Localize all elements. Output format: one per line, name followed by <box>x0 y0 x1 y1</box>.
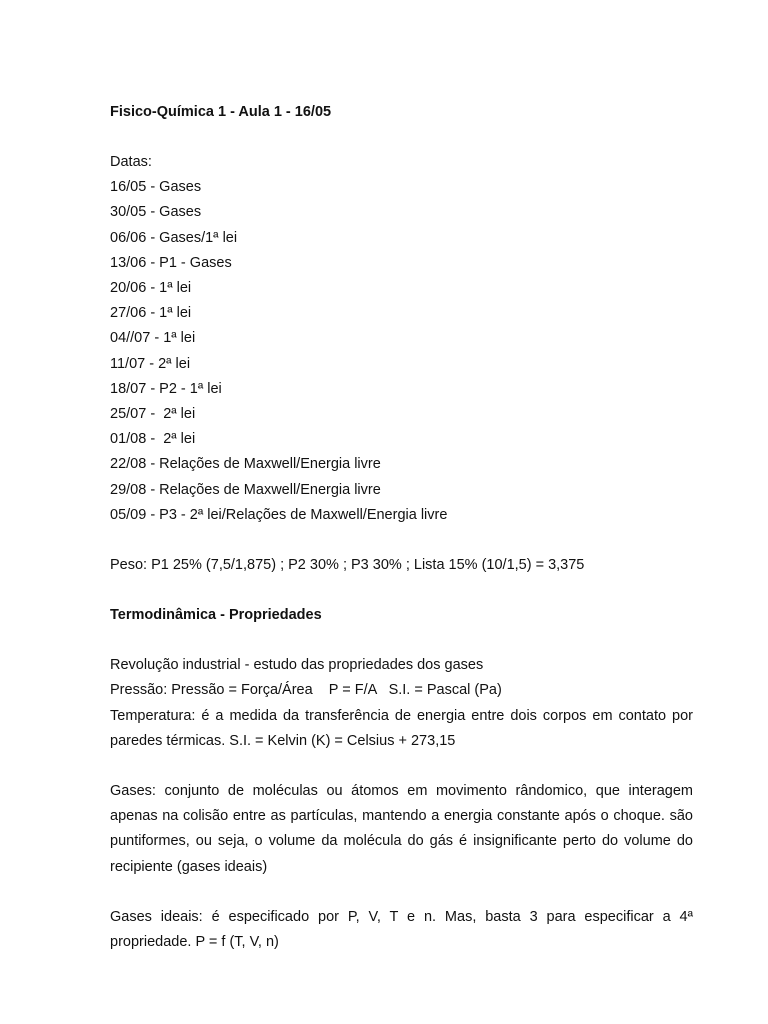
date-item: 29/08 - Relações de Maxwell/Energia livre <box>110 481 381 498</box>
date-item: 20/06 - 1ª lei <box>110 280 192 297</box>
spacer <box>110 125 693 150</box>
ideal-gases-paragraph: Gases ideais: é especificado por P, V, T e n. Mas, basta 3 para especificar a 4ª propriedade. P = f (T, V, n) <box>110 908 693 951</box>
date-item: 01/08 - 2ª lei <box>110 431 196 448</box>
dates-label: Datas: <box>110 154 152 170</box>
date-item: 13/06 - P1 - Gases <box>110 254 232 271</box>
date-item: 11/07 - 2ª lei <box>110 355 191 372</box>
spacer <box>110 628 693 653</box>
date-item: 30/05 - Gases <box>110 204 202 221</box>
spacer <box>110 754 693 779</box>
document-title: Fisico-Química 1 - Aula 1 - 16/05 <box>110 104 332 120</box>
date-item: 06/06 - Gases/1ª lei <box>110 229 238 246</box>
date-item: 22/08 - Relações de Maxwell/Energia livre <box>110 456 381 473</box>
grade-weights: Peso: P1 25% (7,5/1,875) ; P2 30% ; P3 30% ; Lista 15% (10/1,5) = 3,375 <box>110 557 585 574</box>
spacer <box>110 528 693 553</box>
date-item: 25/07 - 2ª lei <box>110 406 196 423</box>
industrial-revolution-line: Revolução industrial - estudo das propriedades dos gases <box>110 657 484 674</box>
date-item: 04//07 - 1ª lei <box>110 330 196 347</box>
date-item: 18/07 - P2 - 1ª lei <box>110 380 222 397</box>
date-item: 16/05 - Gases <box>110 179 202 196</box>
gases-paragraph: Gases: conjunto de moléculas ou átomos em movimento rândomico, que interagem apenas na colisão entre as partículas, mantendo a energia constante após o choque. são puntiformes, ou seja, o volume da molécula do gás é insignificante perto do volume do recipiente (gases ideais) <box>110 783 693 875</box>
temperature-paragraph: Temperatura: é a medida da transferência de energia entre dois corpos em contato por paredes térmicas. S.I. = Kelvin (K) = Celsius + 273,15 <box>110 707 693 749</box>
section-title: Termodinâmica - Propriedades <box>110 607 322 624</box>
date-item: 27/06 - 1ª lei <box>110 305 192 322</box>
spacer <box>110 880 693 905</box>
date-item: 05/09 - P3 - 2ª lei/Relações de Maxwell/Energia livre <box>110 506 448 523</box>
spacer <box>110 578 693 603</box>
pressure-line: Pressão: Pressão = Força/Área P = F/A S.I. = Pascal (Pa) <box>110 682 502 699</box>
